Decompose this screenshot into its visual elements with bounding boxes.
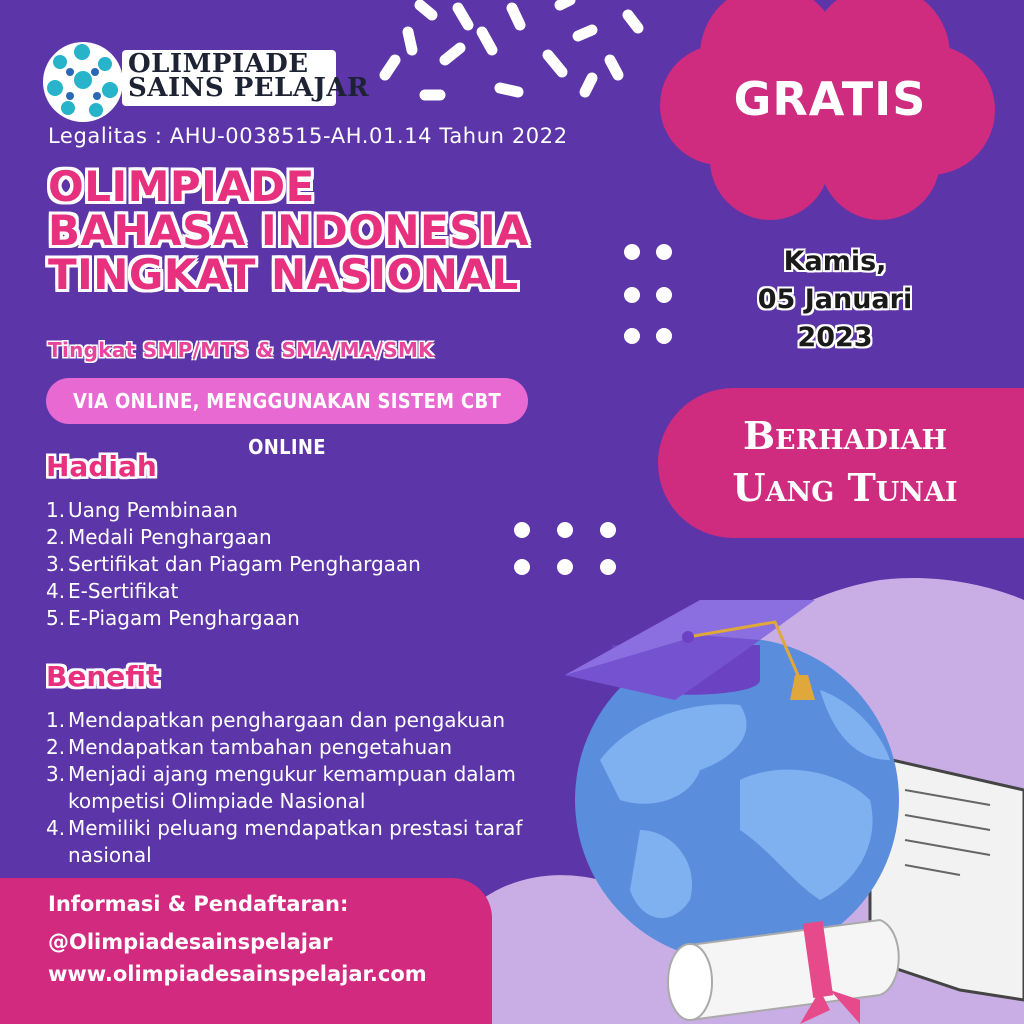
registration-info	[48, 888, 427, 990]
benefits-heading: Benefit	[46, 660, 160, 693]
title-line3: TINGKAT NASIONAL	[48, 250, 519, 299]
list-item: 1. Mendapatkan penghargaan dan pengakuan	[46, 708, 506, 732]
event-title	[48, 162, 530, 299]
title-line2: BAHASA INDONESIA	[48, 206, 530, 255]
reward-line1: Berhadiah	[742, 413, 948, 458]
title-line1: OLIMPIADE	[48, 162, 315, 211]
online-mode-pill: VIA ONLINE, MENGGUNAKAN SISTEM CBT ONLINE	[46, 378, 528, 424]
dot-grid-middle	[514, 522, 616, 575]
date-year: 2023	[797, 322, 873, 353]
molecule-logo-icon	[43, 42, 123, 122]
list-item: 2. Mendapatkan tambahan pengetahuan	[46, 735, 453, 759]
reward-line2: Uang Tunai	[732, 465, 958, 510]
list-item: 2. Medali Penghargaan	[46, 525, 272, 549]
free-badge: GRATIS	[733, 72, 927, 126]
date-day: Kamis,	[783, 246, 887, 277]
legal-registration: Legalitas : AHU-0038515-AH.01.14 Tahun 2022	[48, 124, 568, 148]
brand-name-line2: SAINS PELAJAR	[128, 73, 370, 103]
list-item: 3. Menjadi ajang mengukur kemampuan dalam kompetisi Olimpiade Nasional	[46, 762, 516, 813]
website-link[interactable]: www.olimpiadesainspelajar.com	[48, 962, 427, 986]
info-heading: Informasi & Pendaftaran:	[48, 892, 349, 916]
dot-grid-top	[624, 244, 672, 344]
benefits-list	[46, 707, 576, 869]
prizes-list	[46, 497, 421, 632]
list-item: 5. E-Piagam Penghargaan	[46, 606, 300, 630]
instagram-handle[interactable]: @Olimpiadesainspelajar	[48, 930, 333, 954]
list-item: 3. Sertifikat dan Piagam Penghargaan	[46, 552, 421, 576]
brand-name-line1: OLIMPIADE	[128, 49, 309, 79]
event-date	[735, 243, 935, 357]
confetti	[385, 0, 638, 95]
cash-reward-text	[690, 410, 1000, 514]
list-item: 1. Uang Pembinaan	[46, 498, 238, 522]
list-item: 4. E-Sertifikat	[46, 579, 179, 603]
prizes-heading: Hadiah	[46, 450, 157, 483]
list-item: 4. Memiliki peluang mendapatkan prestasi taraf nasional	[46, 816, 523, 867]
brand-logo-text	[128, 49, 370, 103]
education-level: Tingkat SMP/MTS & SMA/MA/SMK	[48, 338, 434, 362]
date-day-month: 05 Januari	[757, 284, 913, 315]
